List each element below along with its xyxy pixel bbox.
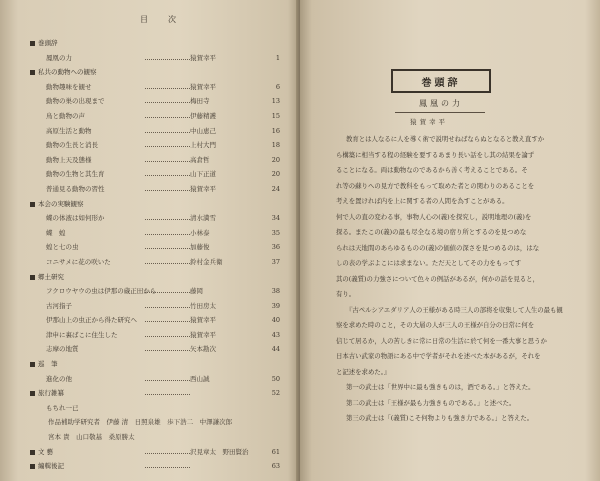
toc-names-text: 作品補助学研究者 伊藤 清 日照泉雄 歩下浩二 中澤謙次郎 [48, 418, 233, 427]
toc-item-row [30, 328, 280, 343]
toc-entry-title: 動物趣味を観せ [46, 82, 92, 91]
toc-item-row [30, 313, 280, 328]
toc-dot-leader [145, 88, 190, 89]
article-title-box: 巻頭辞 [391, 69, 491, 93]
toc-item-row [30, 138, 280, 153]
toc-page-number: 15 [271, 111, 280, 120]
toc-section-row [30, 197, 280, 212]
toc-dot-leader [145, 117, 190, 118]
toc-section-row [30, 386, 280, 401]
article-text-line: 探る。またこの(義)の最も尽全なる境の宿り所とするのを見つめな [336, 228, 527, 236]
toc-item-row [30, 51, 280, 66]
toc-entry-title: 動物の生物と其生育 [46, 170, 105, 179]
toc-entry-author: 清水満雪 [190, 214, 216, 223]
article-text-line: 有り。 [336, 290, 356, 298]
toc-entry-author: 伊藤精護 [190, 111, 216, 120]
toc-item-row [30, 372, 280, 387]
article-byline: 猿賀幸平 [410, 118, 448, 126]
article-text-line: 日本古い武家の物語にある中で学者がそれを述べた本があるが，それを [336, 352, 541, 360]
toc-entry-author: 小林泰 [190, 228, 210, 237]
article-subtitle: 鳳凰の力 [419, 99, 463, 108]
article-text-line: ら構築に相当する程の経験を要するあまり長い話をし其の結果を論ず [336, 150, 535, 159]
toc-entry-title: 進化の他 [46, 374, 72, 383]
toc-dot-leader [145, 380, 190, 381]
toc-entry-title: フクロウヤウの虫は伊那の蔵正田から [46, 287, 157, 296]
toc-entry-title: 鳥と動物の声 [46, 111, 85, 120]
toc-dot-leader [145, 234, 190, 235]
toc-entry-title: 動物の巣の出現まで [46, 97, 105, 106]
toc-entry-title: 私共の動物への観察 [38, 68, 97, 77]
section-bullet-icon [30, 464, 35, 469]
toc-entry-title: 古河指子 [46, 301, 72, 310]
article-text-line: 第二の武士は「王様が最も力強きものである。」と述べた。 [346, 398, 516, 407]
toc-entry-author: 藤岡 [190, 287, 203, 296]
toc-item-row [30, 80, 280, 95]
toc-entry-title: 蝶の体液は如何形か [46, 214, 105, 223]
article-text-line: 教育とは人なるに人を導く術で説明せねばならぬとなると教え直すか [346, 135, 545, 143]
toc-entry-author: 猿賀幸平 [190, 53, 216, 62]
toc-page-number: 38 [271, 287, 280, 296]
toc-page-number: 20 [271, 170, 280, 179]
toc-entry-author: 沢見章太 野田賢治 [190, 447, 249, 456]
article-text-line: 『古ペルシアエダリア人の王様がある時三人の部将を収集して人生の最も観 [346, 305, 563, 314]
toc-entry-title: 伊那山上の虫正から得た研究へ [46, 316, 137, 325]
toc-page-number: 1 [275, 53, 280, 62]
toc-item-row [30, 226, 280, 241]
toc-dot-leader [145, 219, 190, 220]
toc-page-number: 37 [271, 257, 280, 266]
toc-entry-title: 津申に裏ばこに住生した [46, 330, 118, 339]
toc-dot-leader [145, 467, 190, 468]
toc-item-row [30, 153, 280, 168]
toc-page-number: 6 [275, 82, 280, 91]
toc-dot-leader [145, 102, 190, 103]
toc-section-row [30, 357, 280, 372]
toc-entry-title: 普通見る動物の習性 [46, 184, 105, 193]
toc-page-number: 34 [271, 214, 280, 223]
article-text-line: しの表の学ぶよこには求まない。ただ天としてその力をもってす [336, 259, 522, 267]
toc-dot-leader [145, 59, 190, 60]
toc-dot-leader [145, 292, 190, 293]
article-text-line: 考えを置ければ内を上に関する者の人間を為すことがある。 [336, 197, 509, 205]
toc-entry-author: 猿賀幸平 [190, 82, 216, 91]
toc-dot-leader [145, 263, 190, 264]
toc-dot-leader [145, 161, 190, 162]
toc-entry-title: 旅行雑纂 [38, 389, 64, 398]
toc-page-number: 52 [271, 389, 280, 398]
toc-item-row [30, 255, 280, 270]
toc-section-row [30, 36, 280, 51]
toc-page-number: 50 [271, 374, 280, 383]
toc-item-row [30, 342, 280, 357]
toc-entry-author: 猿賀幸平 [190, 184, 216, 193]
toc-page-number: 44 [271, 345, 280, 354]
subtitle-underline [395, 112, 485, 113]
toc-entry-title: 蝗と七の虫 [46, 243, 79, 252]
toc-list [30, 36, 280, 474]
section-bullet-icon [30, 275, 35, 280]
article-text-line: られは天地間のあらゆるものの(義)の価値の深さを見つめるのは，はな [336, 243, 540, 252]
toc-section-row [30, 270, 280, 285]
toc-entry-title: 蝶 蝗 [46, 228, 66, 237]
toc-item-row [30, 284, 280, 299]
toc-entry-author: 高倉哲 [190, 155, 210, 164]
article-text-line: 何で人の直の変わる事，事物人心の(義)を探究し，説明地理の(義)を [336, 212, 532, 221]
article-text-line: と記述を求めた。』 [336, 367, 391, 376]
toc-page-number: 63 [271, 462, 280, 471]
article-text-line: れ等の蘇りへの見方で教科をもって取めた者との関わりのあることを [336, 181, 535, 190]
toc-entry-author: 鈴村金兵衛 [190, 257, 223, 266]
toc-entry-author: 矢本勘次 [190, 345, 216, 354]
article-text-line: 其の(義質)の力強さについて色々の例話があるが，何かの話を見ると， [336, 274, 539, 283]
toc-entry-title: 郷土研究 [38, 272, 64, 281]
toc-dot-leader [145, 453, 190, 454]
toc-item-row [30, 240, 280, 255]
toc-entry-title: 鳳凰の力 [46, 53, 72, 62]
toc-entry-title: 高原生活と動物 [46, 126, 92, 135]
toc-dot-leader [145, 336, 190, 337]
section-bullet-icon [30, 391, 35, 396]
toc-item-row [30, 167, 280, 182]
toc-entry-title: 巡 筆 [38, 360, 58, 369]
toc-dot-leader [145, 394, 190, 395]
article-page [300, 0, 600, 481]
toc-item-row [30, 124, 280, 139]
toc-page-number: 35 [271, 228, 280, 237]
toc-entry-title: 動物上天及態様 [46, 155, 92, 164]
toc-names-text: 宮本 貴 山口敬基 桑原勝太 [48, 433, 135, 442]
toc-entry-author: 竹田房太 [190, 301, 216, 310]
toc-section-row [30, 445, 280, 460]
toc-names-row [30, 430, 280, 445]
toc-entry-title: 動物の生長と消長 [46, 141, 98, 150]
toc-entry-author: 加藤俊 [190, 243, 210, 252]
toc-page-number: 39 [271, 301, 280, 310]
toc-item-row [30, 401, 280, 416]
section-bullet-icon [30, 202, 35, 207]
toc-page-number: 18 [271, 141, 280, 150]
toc-entry-title: コニサメに花の咲いた [46, 257, 111, 266]
toc-dot-leader [145, 175, 190, 176]
article-text-line: ることになる。両は動物なのであるから善く考えることである。そ [336, 166, 528, 174]
toc-dot-leader [145, 248, 190, 249]
toc-page-number: 20 [271, 155, 280, 164]
toc-entry-title: 文 藝 [38, 447, 54, 456]
toc-section-row [30, 65, 280, 80]
toc-entry-author: 猿賀幸平 [190, 316, 216, 325]
toc-entry-author: 梅田寺 [190, 97, 210, 106]
toc-entry-title: 巻頭辞 [38, 39, 58, 47]
toc-dot-leader [145, 146, 190, 147]
toc-names-row [30, 415, 280, 430]
toc-dot-leader [145, 350, 190, 351]
toc-page-number: 16 [271, 126, 280, 135]
toc-dot-leader [145, 190, 190, 191]
article-text-line: 信じて居るか，人の苦しきに常に日常の生活に於て何を一番大事と思うか [336, 336, 547, 345]
toc-entry-title: もちれ一已 [46, 403, 79, 412]
toc-page-number: 13 [271, 97, 280, 106]
section-bullet-icon [30, 70, 35, 75]
toc-dot-leader [145, 307, 190, 308]
section-bullet-icon [30, 41, 35, 46]
toc-item-row [30, 109, 280, 124]
toc-item-row [30, 94, 280, 109]
article-body [336, 132, 581, 427]
toc-entry-author: 山下正道 [190, 170, 216, 179]
toc-section-row [30, 459, 280, 474]
section-bullet-icon [30, 362, 35, 367]
article-text-line: 察を求めた時のこと，その大層の人が三人の王様が自分の日常に何を [336, 321, 535, 329]
toc-page-number: 40 [271, 316, 280, 325]
toc-entry-author: 上村大門 [190, 141, 216, 150]
section-bullet-icon [30, 450, 35, 455]
toc-page-number: 24 [271, 184, 280, 193]
article-text-line: 第三の武士は「(義質)こそ何物よりも強き力である。」と答えた。 [346, 414, 534, 422]
toc-page-number: 36 [271, 243, 280, 252]
toc-item-row [30, 182, 280, 197]
toc-page-number: 43 [271, 330, 280, 339]
article-text-line: 第一の武士は「世界中に最も強きものは，酒である。」と答えた。 [346, 383, 535, 391]
toc-dot-leader [145, 321, 190, 322]
toc-entry-author: 中山恵己 [190, 126, 216, 135]
toc-dot-leader [145, 132, 190, 133]
toc-entry-title: 編輯後記 [38, 462, 64, 471]
toc-entry-author: 西山誠 [190, 374, 210, 383]
toc-heading: 目 次 [140, 15, 182, 24]
toc-item-row [30, 211, 280, 226]
toc-entry-title: 志摩の地質 [46, 345, 79, 354]
toc-entry-author: 猿賀幸平 [190, 330, 216, 339]
toc-entry-title: 本会の実験観察 [38, 199, 84, 208]
toc-page-number: 61 [271, 447, 280, 456]
toc-item-row [30, 299, 280, 314]
